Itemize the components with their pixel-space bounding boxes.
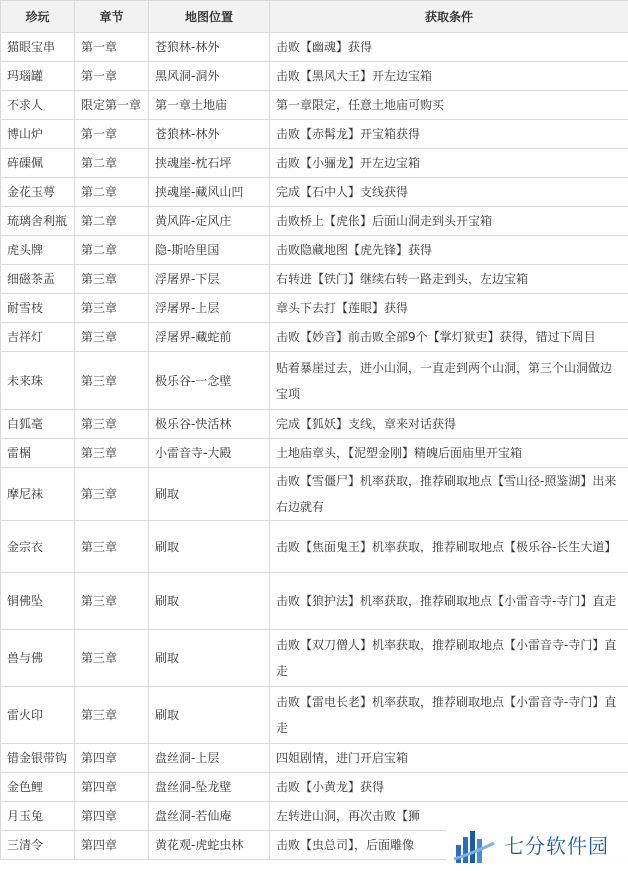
table-row [1,410,628,439]
cell-location: 刷取 [149,573,270,630]
cell-chapter: 第二章 [75,236,149,265]
cell-item: 金色鲤 [1,773,75,802]
table-row [1,773,628,802]
bar-chart-logo-icon [452,823,496,867]
cell-condition: 击败【小黄龙】获得 [270,773,628,802]
cell-item: 不求人 [1,91,75,120]
cell-chapter: 第四章 [75,744,149,773]
column-header-location: 地图位置 [149,1,270,33]
cell-condition: 第一章限定，任意土地庙可购买 [270,91,628,120]
table-row [1,323,628,352]
column-header-chapter: 章节 [75,1,149,33]
cell-condition: 贴着暴崖过去，进小山洞，一直走到两个山洞，第三个山洞做边宝项 [270,352,628,410]
cell-location: 盘丝洞-坠龙壁 [149,773,270,802]
cell-item: 雷火印 [1,687,75,744]
table-row [1,178,628,207]
cell-location: 浮屠界-上层 [149,294,270,323]
cell-location: 小雷音寺-大殿 [149,439,270,468]
cell-condition: 击败【焦面鬼王】机率获取，推荐刷取地点【极乐谷-长生大道】 [270,521,628,573]
cell-condition: 击败桥上【虎伥】后面山洞走到头开宝箱 [270,207,628,236]
cell-location: 刷取 [149,468,270,521]
cell-item: 猫眼宝串 [1,33,75,62]
cell-item: 错金银带钩 [1,744,75,773]
cell-condition: 击败【黑风大王】开左边宝箱 [270,62,628,91]
cell-item: 三清令 [1,831,75,860]
cell-location: 黄风阵-定风庄 [149,207,270,236]
cell-chapter: 第三章 [75,410,149,439]
cell-chapter: 第一章 [75,62,149,91]
column-header-condition: 获取条件 [270,1,628,33]
cell-location: 黑风洞-洞外 [149,62,270,91]
cell-item: 细磁茶盂 [1,265,75,294]
cell-item: 玛瑙罐 [1,62,75,91]
cell-condition: 完成【狐妖】支线，章来对话获得 [270,410,628,439]
cell-item: 铜佛坠 [1,573,75,630]
cell-item: 雷榍 [1,439,75,468]
cell-item: 摩尼袜 [1,468,75,521]
cell-item: 吉祥灯 [1,323,75,352]
cell-chapter: 限定第一章 [75,91,149,120]
table-header-row [1,1,628,33]
cell-condition: 击败【雷电长老】机率获取，推荐刷取地点【小雷音寺-寺门】直走 [270,687,628,744]
cell-item: 月玉兔 [1,802,75,831]
cell-condition: 击败【幽魂】获得 [270,33,628,62]
cell-location: 隐-斯哈里国 [149,236,270,265]
cell-location: 刷取 [149,521,270,573]
cell-condition: 土地庙章头，【泥塑金刚】精魄后面庙里开宝箱 [270,439,628,468]
cell-chapter: 第三章 [75,265,149,294]
cell-condition: 击败【虫总司】，后面雕像 [270,831,628,860]
cell-chapter: 第四章 [75,831,149,860]
table-body [1,33,628,860]
table-row [1,149,628,178]
column-header-item: 珍玩 [1,1,75,33]
cell-condition: 右转进【铁门】继续右转一路走到头，左边宝箱 [270,265,628,294]
table-row [1,439,628,468]
cell-item: 白狐毫 [1,410,75,439]
table-row [1,62,628,91]
cell-chapter: 第三章 [75,352,149,410]
table-row [1,91,628,120]
cell-location: 挟魂崖-枕石坪 [149,149,270,178]
cell-location: 苍狼林-林外 [149,120,270,149]
cell-condition: 完成【石中人】支线获得 [270,178,628,207]
cell-condition: 击败隐藏地图【虎先锋】获得 [270,236,628,265]
cell-location: 极乐谷-快活林 [149,410,270,439]
cell-chapter: 第三章 [75,630,149,687]
cell-condition: 章头下去打【莲眼】获得 [270,294,628,323]
cell-chapter: 第二章 [75,178,149,207]
cell-condition: 击败【雪僵尸】机率获取，推荐刷取地点【雪山径-照鉴湖】出来右边就有 [270,468,628,521]
table-row [1,744,628,773]
cell-condition: 击败【双刀僧人】机率获取，推荐刷取地点【小雷音寺-寺门】直走 [270,630,628,687]
table-row [1,521,628,573]
cell-location: 黄花观-虎蛇虫林 [149,831,270,860]
cell-location: 浮屠界-下层 [149,265,270,294]
watermark [446,818,628,871]
cell-chapter: 第四章 [75,773,149,802]
cell-location: 第一章土地庙 [149,91,270,120]
cell-condition: 四姐剧情，进门开启宝箱 [270,744,628,773]
cell-item: 博山炉 [1,120,75,149]
cell-chapter: 第三章 [75,521,149,573]
table-row [1,468,628,521]
cell-location: 极乐谷-一念壁 [149,352,270,410]
cell-condition: 击败【妙音】前击败全部9个【掌灯狱吏】获得，错过下周目 [270,323,628,352]
table-row [1,207,628,236]
cell-condition: 左转进山洞，再次击败【狮 [270,802,628,831]
cell-location: 苍狼林-林外 [149,33,270,62]
cell-item: 琉璃舍利瓶 [1,207,75,236]
cell-location: 浮屠界-藏蛇前 [149,323,270,352]
watermark-text: 七分软件园 [504,834,609,858]
cell-chapter: 第三章 [75,573,149,630]
cell-chapter: 第三章 [75,687,149,744]
cell-item: 金花玉萼 [1,178,75,207]
cell-item: 金宗衣 [1,521,75,573]
cell-location: 刷取 [149,630,270,687]
table-row [1,120,628,149]
cell-chapter: 第三章 [75,294,149,323]
cell-condition: 击败【赤髯龙】开宝箱获得 [270,120,628,149]
cell-chapter: 第四章 [75,802,149,831]
cell-item: 兽与佛 [1,630,75,687]
cell-item: 未来珠 [1,352,75,410]
cell-chapter: 第一章 [75,120,149,149]
cell-location: 盘丝洞-若仙庵 [149,802,270,831]
table-row [1,573,628,630]
table-row [1,236,628,265]
cell-item: 虎头牌 [1,236,75,265]
cell-chapter: 第二章 [75,149,149,178]
cell-location: 刷取 [149,687,270,744]
table-row [1,687,628,744]
table-row [1,352,628,410]
cell-condition: 击败【狼护法】机率获取，推荐刷取地点【小雷音寺-寺门】直走 [270,573,628,630]
table-row [1,630,628,687]
cell-item: 砗磲佩 [1,149,75,178]
cell-chapter: 第三章 [75,468,149,521]
cell-location: 挟魂崖-藏风山凹 [149,178,270,207]
cell-chapter: 第一章 [75,33,149,62]
cell-item: 耐雪枝 [1,294,75,323]
cell-chapter: 第三章 [75,323,149,352]
table-row [1,33,628,62]
table-row [1,265,628,294]
cell-condition: 击败【小骊龙】开左边宝箱 [270,149,628,178]
cell-chapter: 第三章 [75,439,149,468]
table-row [1,294,628,323]
cell-location: 盘丝洞-上层 [149,744,270,773]
cell-chapter: 第二章 [75,207,149,236]
